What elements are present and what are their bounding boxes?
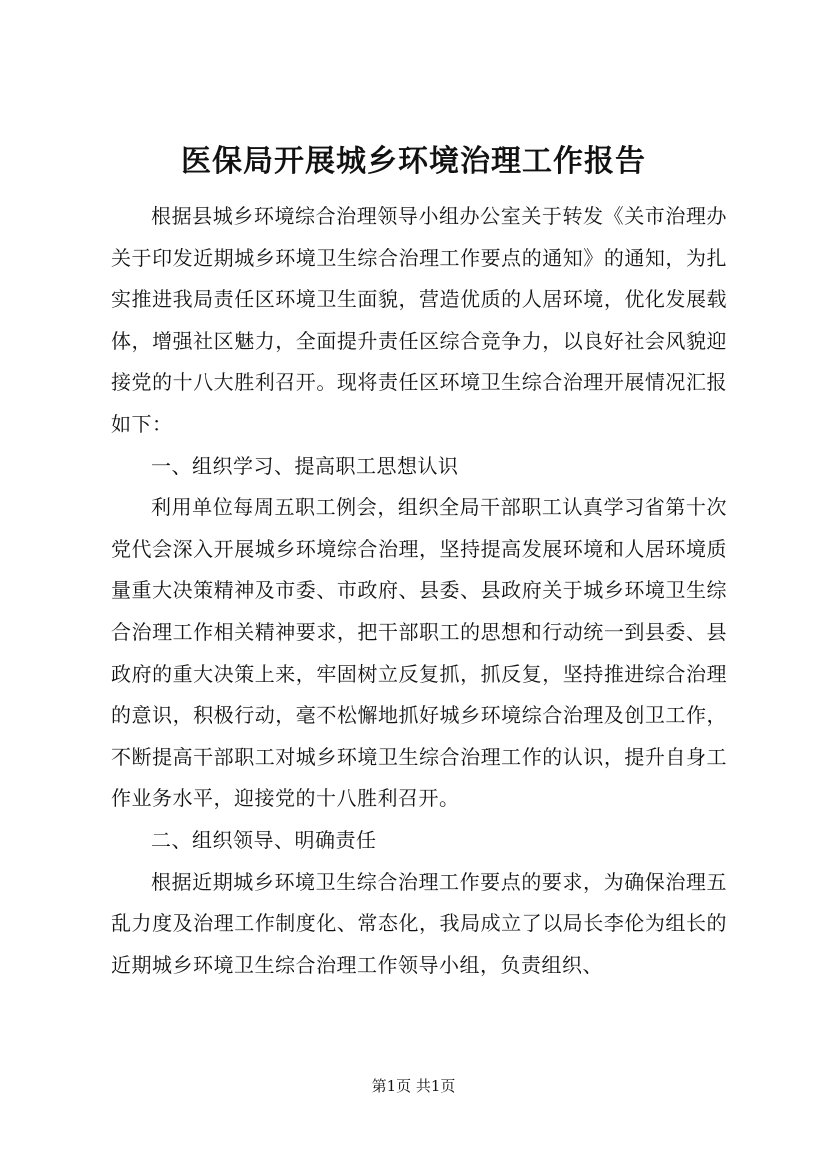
paragraph-intro: 根据县城乡环境综合治理领导小组办公室关于转发《关市治理办关于印发近期城乡环境卫生综合治理工作要点的通知》的通知，为扎实推进我局责任区环境卫生面貌，营造优质的人居环境，优化发展载体，增强社区魅力，全面提升责任区综合竞争力，以良好社会风貌迎接党的十八大胜利召开。现将责任区环境卫生综合治理开展情况汇报如下： [111,204,727,436]
paragraph-section-1: 利用单位每周五职工例会，组织全局干部职工认真学习省第十次党代会深入开展城乡环境综合治理，坚持提高发展环境和人居环境质量重大决策精神及市委、市政府、县委、县政府关于城乡环境卫生综合治理工作相关精神要求，把干部职工的思想和行动统一到县委、县政府的重大决策上来，牢固树立反复抓，抓反复，坚持推进综合治理的意识，积极行动，毫不松懈地抓好城乡环境综合治理及创卫工作，不断提高干部职工对城乡环境卫生综合治理工作的认识，提升自身工作业务水平，迎接党的十八胜利召开。 [111,495,727,811]
paragraph-section-2: 根据近期城乡环境卫生综合治理工作要点的要求，为确保治理五乱力度及治理工作制度化、常态化，我局成立了以局长李伦为组长的近期城乡环境卫生综合治理工作领导小组，负责组织、 [111,869,727,977]
document-title: 医保局开展城乡环境治理工作报告 [181,144,646,179]
section-heading-1: 一、组织学习、提高职工思想认识 [151,453,459,478]
section-heading-2: 二、组织领导、明确责任 [151,827,377,852]
page-footer: 第1页 共1页 [371,1077,456,1095]
document-body [111,196,727,986]
